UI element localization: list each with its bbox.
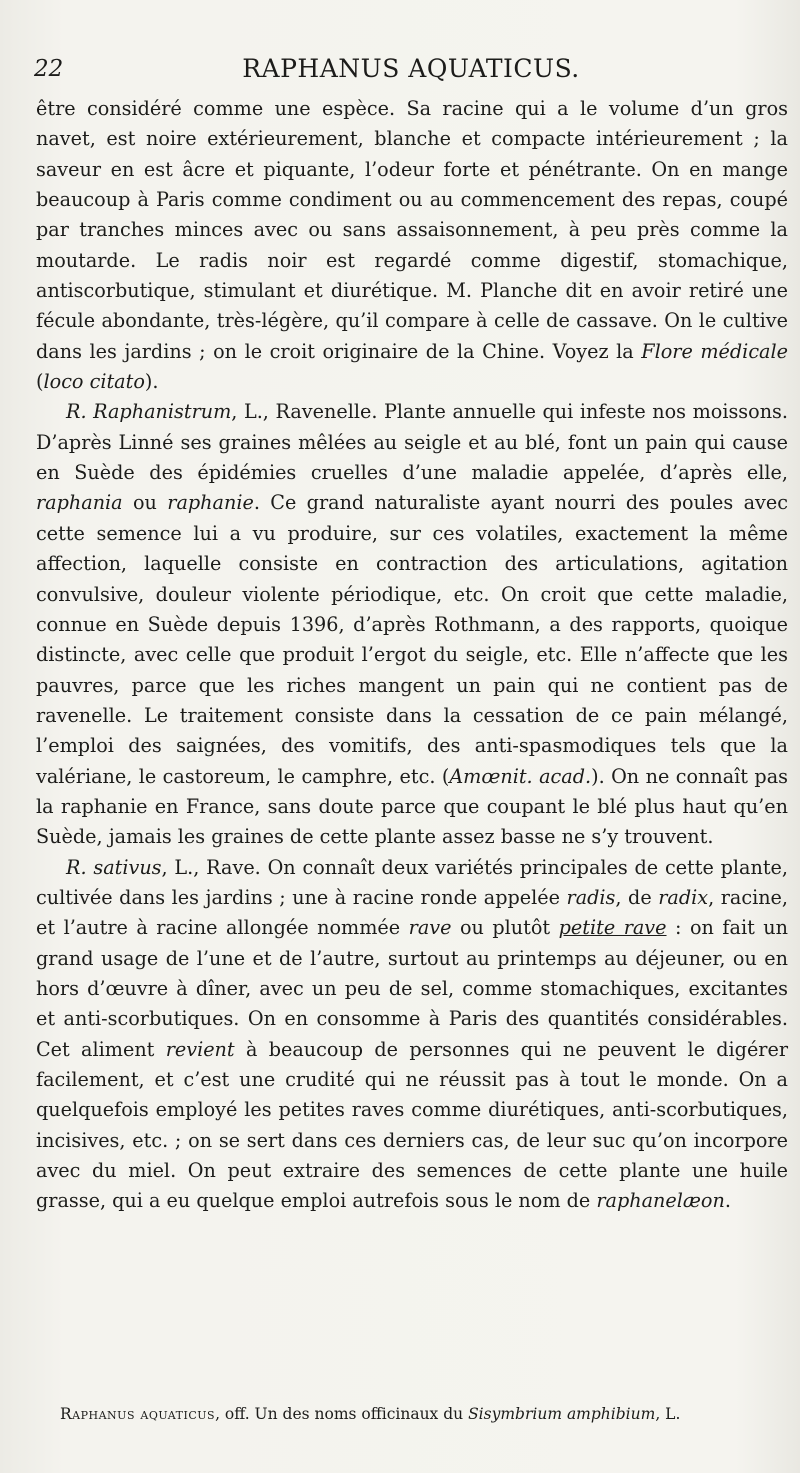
text-run: , L. [655, 1405, 681, 1423]
italic-run: Amœnit. acad. [449, 764, 592, 788]
text-run: ). On ne connaît pas la raphanie en France, sans doute parce que coupant le blé plus haut qu’en Suède, jamais les graines de cette plante assez basse ne s’y trouvent. [36, 764, 788, 849]
page-header [34, 52, 788, 92]
text-run: à beaucoup de personnes qui ne peuvent le digérer facilement, et c’est une crudité qui ne réussit pas à tout le monde. On a quelquefois employé les petites raves comme diurétiques, anti-scorbutiques, incisives, etc. ; on se sert dans ces derniers cas, de leur suc qu’on incorpore avec du miel. On peut extraire des semences de cette plante une huile grasse, qui a eu quelque emploi autrefois sous le nom de [36, 1037, 788, 1213]
footnote [60, 1403, 780, 1425]
text-run: ). [144, 370, 159, 394]
italic-run: rave [408, 916, 452, 940]
text-run: : on fait un grand usage de l’une et de l’autre, surtout au printemps au déjeuner, ou en hors d’œuvre à dîner, avec un peu de sel, comme stomachiques, excitantes et anti-scorbutiques. On en consomme à Paris des quantités considérables. Cet aliment [36, 916, 789, 1061]
text-run: . [724, 1189, 731, 1213]
text-run: ( [36, 370, 44, 394]
italic-run: radix [658, 885, 709, 909]
body-text [36, 94, 788, 1217]
running-title: RAPHANUS AQUATICUS. [242, 54, 580, 83]
italic-run: petite rave [558, 916, 667, 940]
italic-run: Sisymbrium amphibium [468, 1405, 656, 1423]
text-run: , L., Ravenelle. Plante annuelle qui infeste nos moissons. D’après Linné ses graines mêlées au seigle et au blé, font un pain qui cause en Suède des épidémies cruelles d’une maladie appelée, d’après elle, [36, 400, 789, 485]
species-name: R. Raphanistrum [66, 400, 232, 424]
italic-run: raphanie [167, 491, 254, 515]
italic-run: raphania [36, 491, 123, 515]
species-name: R. sativus [66, 855, 162, 879]
text-run: ou [122, 491, 168, 515]
text-run: . Ce grand naturaliste ayant nourri des poules avec cette semence lui a vu produire, sur ces volatiles, exactement la même affection, laquelle consiste en contraction des articulations, agitation convulsive, douleur violente périodique, etc. On croit que cette maladie, connue en Suède depuis 1396, d’après Rothmann, a des rapports, quoique distincte, avec celle que produit l’ergot du seigle, etc. Elle n’affecte que les pauvres, parce que les riches mangent un pain qui ne contient pas de ravenelle. Le traitement consiste dans la cessation de ce pain mélangé, l’emploi des saignées, des vomitifs, des anti-spasmodiques tels que la valériane, le castoreum, le camphre, etc. ( [36, 491, 788, 788]
text-run: , L., Rave. On connaît deux variétés principales de cette plante, cultivée dans les jardins ; une à racine ronde appelée [36, 855, 789, 909]
italic-run: Flore médicale [641, 339, 788, 363]
page-number: 22 [34, 56, 64, 82]
text-run: , off. Un des noms officinaux du [215, 1405, 469, 1423]
paragraph-raphanistrum [36, 397, 788, 852]
italic-run: radis [566, 885, 616, 909]
paragraph-sativus [36, 853, 788, 1217]
footnote-headword: Raphanus aquaticus [60, 1405, 216, 1423]
text-run: ou plutôt [451, 916, 559, 940]
italic-run: loco citato [43, 370, 145, 394]
text-run: être considéré comme une espèce. Sa racine qui a le volume d’un gros navet, est noire extérieurement, blanche et compacte intérieurement ; la saveur en est âcre et piquante, l’odeur forte et pénétrante. On en mange beaucoup à Paris comme condiment ou au commencement des repas, coupé par tranches minces avec ou sans assaisonnement, à peu près comme la moutarde. Le radis noir est regardé comme digestif, stomachique, antiscorbutique, stimulant et diurétique. M. Planche dit en avoir retiré une fécule abondante, très-légère, qu’il compare à celle de cassave. On le cultive dans les jardins ; on le croit originaire de la Chine. Voyez la [36, 97, 788, 363]
italic-run: raphanelæon [596, 1189, 725, 1213]
italic-run: revient [165, 1037, 235, 1061]
text-run: , de [615, 885, 659, 909]
paragraph-radis-noir [36, 94, 788, 397]
text-run: , racine, et l’autre à racine allongée nommée [36, 885, 789, 940]
